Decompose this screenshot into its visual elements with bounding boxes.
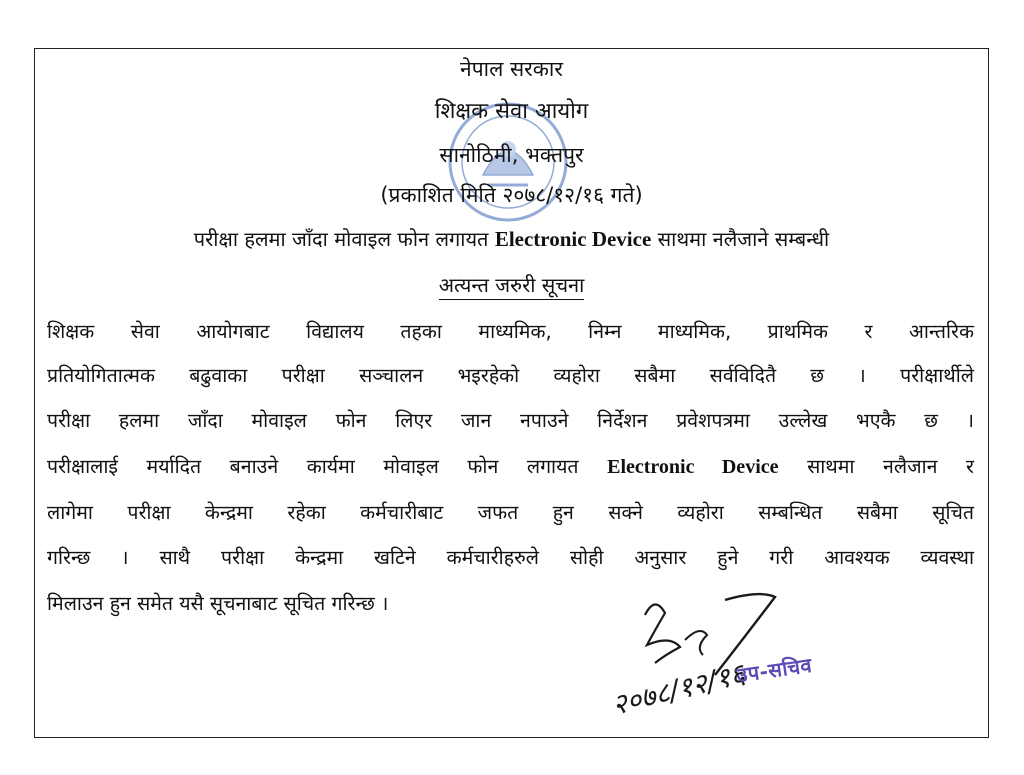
body-line-5: लागेमा परीक्षा केन्द्रमा रहेका कर्मचारीबाट जफत हुन सक्ने व्यहोरा सम्बन्धित सबैमा सूचित: [47, 501, 974, 524]
body-line-4: [47, 452, 974, 479]
header-address: सानोठिमी, भक्तपुर: [439, 143, 584, 167]
body-line-1: शिक्षक सेवा आयोगबाट विद्यालय तहका माध्यमिक, निम्न माध्यमिक, प्राथमिक र आन्तरिक: [47, 320, 974, 343]
signature-icon: [585, 585, 855, 725]
header-commission: शिक्षक सेवा आयोग: [434, 99, 589, 124]
body-line-3: परीक्षा हलमा जाँदा मोवाइल फोन लिएर जान नपाउने निर्देशन प्रवेशपत्रमा उल्लेख भएकै छ ।: [47, 409, 974, 432]
notice-title: [35, 225, 988, 252]
notice-title-device: Electronic Device: [494, 227, 652, 251]
body-line-4-a: परीक्षालाई मर्यादित बनाउने कार्यमा मोवाइल फोन लगायत: [47, 455, 579, 478]
body-line-4-c: साथमा नलैजान र: [807, 455, 974, 478]
body-line-6: गरिन्छ । साथै परीक्षा केन्द्रमा खटिने कर्मचारीहरुले सोही अनुसार हुने गरी आवश्यक व्यवस्था: [47, 546, 974, 569]
notice-title-part3: साथमा नलैजाने सम्बन्धी: [657, 227, 830, 251]
signature-date: २०७८/१२/१६: [608, 657, 749, 722]
designation-stamp: उप-सचिव: [734, 652, 814, 688]
published-date: (प्रकाशित मिति २०७८/१२/१६ गते): [380, 183, 643, 207]
body-line-2: प्रतियोगितात्मक बढुवाका परीक्षा सञ्चालन भइरहेको व्यहोरा सबैमा सर्वविदितै छ । परीक्षार्थीले: [47, 364, 974, 387]
header-government: नेपाल सरकार: [460, 57, 563, 81]
notice-title-part1: परीक्षा हलमा जाँदा मोवाइल फोन लगायत: [193, 227, 489, 251]
body-line-4-device: Electronic Device: [607, 456, 779, 478]
notice-subject: अत्यन्त जरुरी सूचना: [439, 271, 585, 300]
body-line-7: मिलाउन हुन समेत यसै सूचनाबाट सूचित गरिन्छ ।: [47, 592, 389, 615]
subject-wrapper: [35, 271, 988, 300]
